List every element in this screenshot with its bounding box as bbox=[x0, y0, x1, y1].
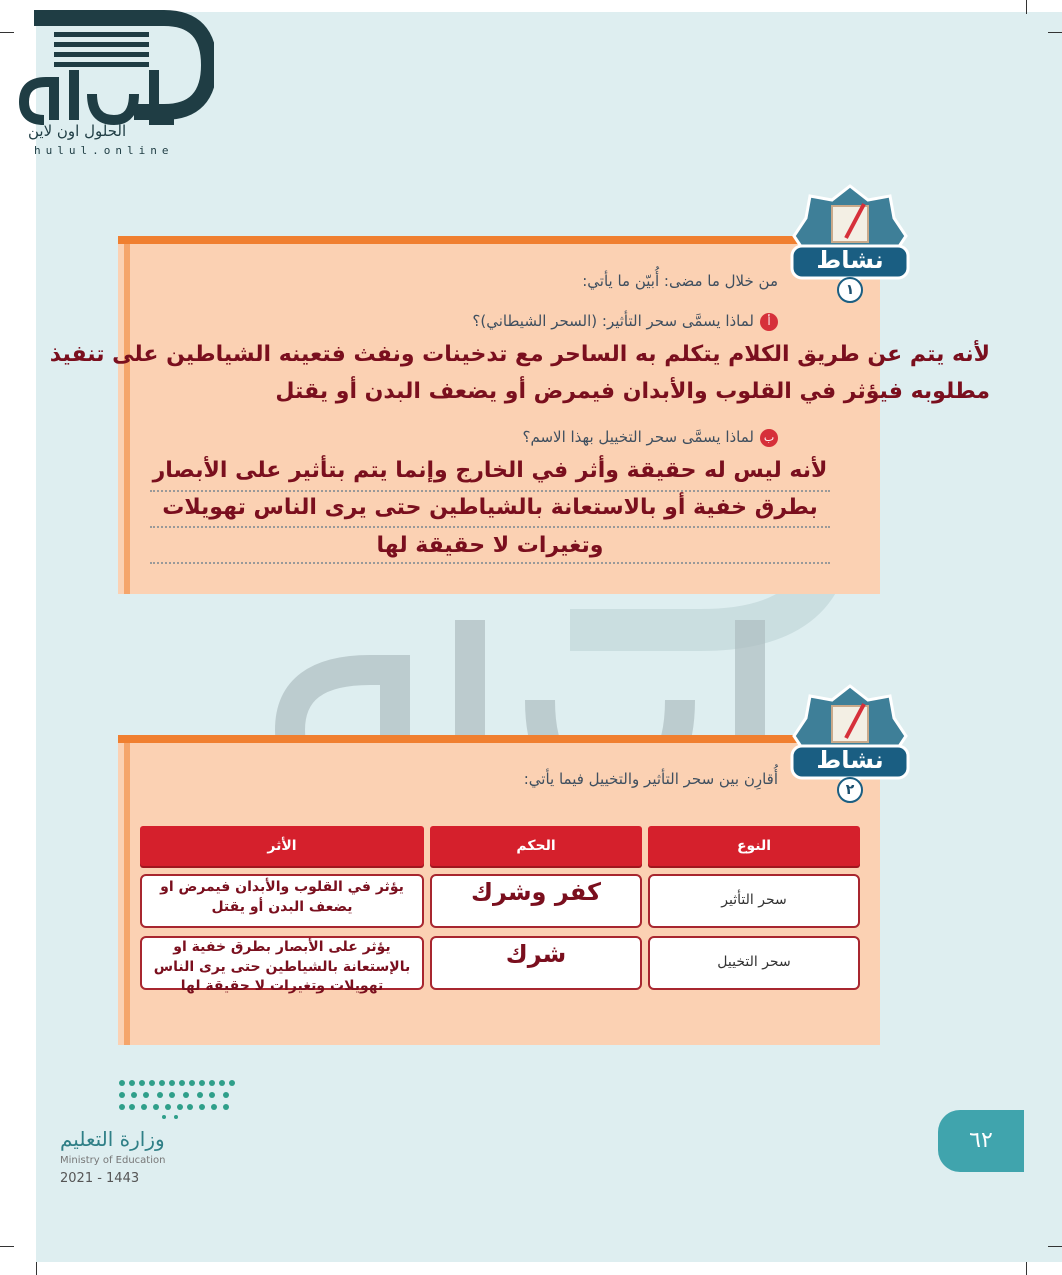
question-a bbox=[300, 312, 778, 331]
activity-1-instruction: من خلال ما مضى: أُبيّن ما يأتي: bbox=[582, 272, 778, 290]
table-header-type: النوع bbox=[648, 826, 860, 866]
activity-2-badge-label: نشاط bbox=[816, 746, 884, 774]
crop-mark bbox=[1048, 32, 1062, 33]
table-cell-ruling: شرك bbox=[505, 940, 567, 968]
table-row-1-type-cell bbox=[648, 874, 860, 928]
table-row-2-ruling-cell bbox=[430, 936, 642, 990]
logo-arabic-text: الحلول اون لاين bbox=[28, 122, 127, 140]
activity-2-badge bbox=[790, 682, 910, 802]
table-row-1-ruling-cell bbox=[430, 874, 642, 928]
activity-1-badge-label: نشاط bbox=[816, 246, 884, 274]
table-cell-type: سحر التأثير bbox=[721, 892, 787, 908]
question-b-marker: ب bbox=[760, 429, 778, 447]
crop-mark bbox=[1048, 1246, 1062, 1247]
question-b-text: لماذا يسمَّى سحر التخييل بهذا الاسم؟ bbox=[522, 428, 754, 446]
activity-1-badge-number: ١ bbox=[845, 282, 855, 298]
ministry-year: 2021 - 1443 bbox=[60, 1171, 140, 1186]
box-left-rule bbox=[124, 743, 130, 1045]
ministry-dots-icon bbox=[60, 1075, 240, 1119]
activity-2-badge-number: ٢ bbox=[845, 782, 855, 798]
table-header-ruling: الحكم bbox=[430, 826, 642, 866]
crop-mark bbox=[1026, 1262, 1027, 1275]
crop-mark bbox=[0, 32, 14, 33]
box-left-rule bbox=[124, 244, 130, 594]
question-a-text: لماذا يسمَّى سحر التأثير: (السحر الشيطاني)؟ bbox=[472, 312, 754, 330]
logo-english-text: hulul.online bbox=[34, 144, 174, 157]
page-number: ٦٢ bbox=[938, 1110, 1024, 1172]
crop-mark bbox=[1026, 0, 1027, 14]
ministry-arabic: وزارة التعليم bbox=[60, 1127, 165, 1151]
activity-1-badge bbox=[790, 182, 910, 302]
question-b bbox=[300, 428, 778, 447]
table-cell-type: سحر التخييل bbox=[717, 954, 791, 970]
table-cell-effect: يؤثر على الأبصار بطرق خفية او بالإستعانة بالشياطين حتى يرى الناس تهويلات وتغيرات لا حقيقة لها bbox=[153, 939, 411, 995]
logo-mark-icon bbox=[14, 10, 214, 125]
site-logo bbox=[14, 10, 204, 155]
table-cell-ruling: كفر وشرك bbox=[471, 878, 601, 906]
table-row-2-type-cell bbox=[648, 936, 860, 990]
question-a-marker: أ bbox=[760, 313, 778, 331]
crop-mark bbox=[0, 1246, 14, 1247]
table-row-1-effect-cell bbox=[140, 874, 424, 928]
table-cell-effect: يؤثر في القلوب والأبدان فيمرض او يضعف البدن أو يقتل bbox=[160, 879, 404, 915]
answer-a: لأنه يتم عن طريق الكلام يتكلم به الساحر مع تدخينات ونفث فتعينه الشياطين على تنفيذ مطلوبه فيؤثر في القلوب والأبدان فيمرض أو يضعف البدن أو يقتل bbox=[49, 342, 990, 405]
ministry-logo bbox=[60, 1075, 240, 1185]
table-header-effect: الأثر bbox=[140, 826, 424, 866]
activity-2-instruction: أُقارِن بين سحر التأثير والتخييل فيما يأتي: bbox=[523, 770, 778, 788]
ministry-english: Ministry of Education bbox=[60, 1155, 166, 1166]
answer-b: لأنه ليس له حقيقة وأثر في الخارج وإنما يتم بتأثير على الأبصار بطرق خفية أو بالاستعانة بالشياطين حتى يرى الناس تهويلات وتغيرات لا حقيقة لها bbox=[152, 458, 828, 558]
crop-mark bbox=[36, 1262, 37, 1275]
